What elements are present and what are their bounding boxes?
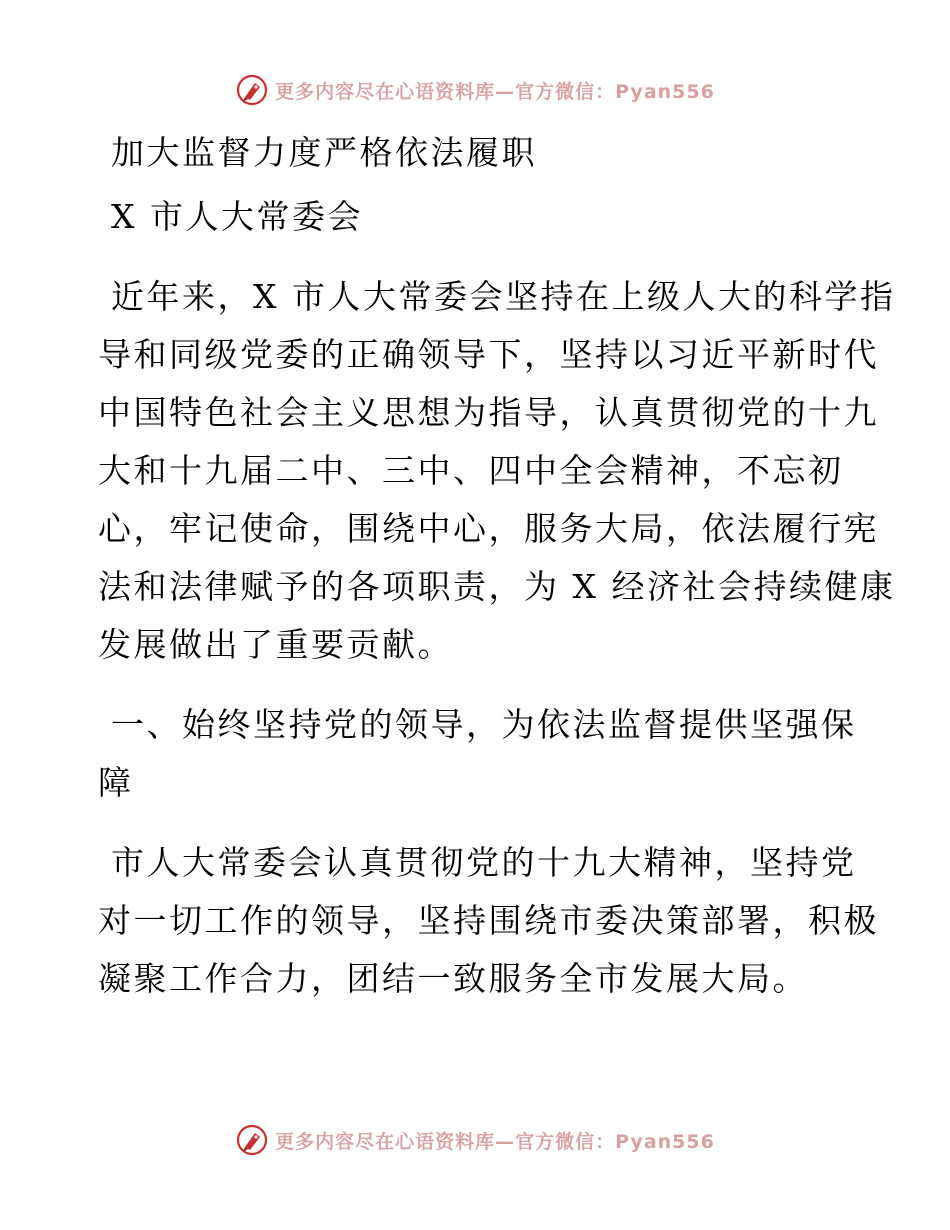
paragraph-line: 凝聚工作合力，团结一致服务全市发展大局。: [98, 959, 808, 998]
section-heading-1: [98, 696, 858, 812]
paragraph-section-1: [98, 834, 879, 1008]
footer-watermark: [0, 1120, 950, 1160]
paragraph-line: 心，牢记使命，围绕中心，服务大局，依法履行宪: [98, 509, 879, 548]
paragraph-intro: [98, 268, 896, 674]
document-title: 加大监督力度严格依法履职: [98, 133, 537, 172]
paragraph-line: 近年来，X 市人大常委会坚持在上级人大的科学指: [98, 277, 896, 316]
paragraph-line: 发展做出了重要贡献。: [98, 625, 453, 664]
watermark-text: 更多内容尽在心语资料库—官方微信：Pyan556: [275, 1130, 715, 1153]
document-body: [98, 124, 896, 1008]
pen-nib-logo-icon: [235, 1123, 269, 1157]
paragraph-line: 中国特色社会主义思想为指导，认真贯彻党的十九: [98, 393, 879, 432]
heading-line: 障: [98, 763, 134, 802]
watermark-text: 更多内容尽在心语资料库—官方微信：Pyan556: [275, 80, 715, 103]
paragraph-line: 市人大常委会认真贯彻党的十九大精神，坚持党: [98, 843, 857, 882]
paragraph-line: 对一切工作的领导，坚持围绕市委决策部署，积极: [98, 901, 879, 940]
paragraph-line: 大和十九届二中、三中、四中全会精神，不忘初: [98, 451, 844, 490]
header-watermark: [0, 70, 950, 110]
pen-nib-logo-icon: [235, 73, 269, 107]
document-organization: X 市人大常委会: [98, 197, 363, 236]
paragraph-line: 导和同级党委的正确领导下，坚持以习近平新时代: [98, 335, 879, 374]
paragraph-line: 法和法律赋予的各项职责，为 X 经济社会持续健康: [98, 567, 896, 606]
heading-line: 一、始终坚持党的领导，为依法监督提供坚强保: [98, 705, 857, 744]
